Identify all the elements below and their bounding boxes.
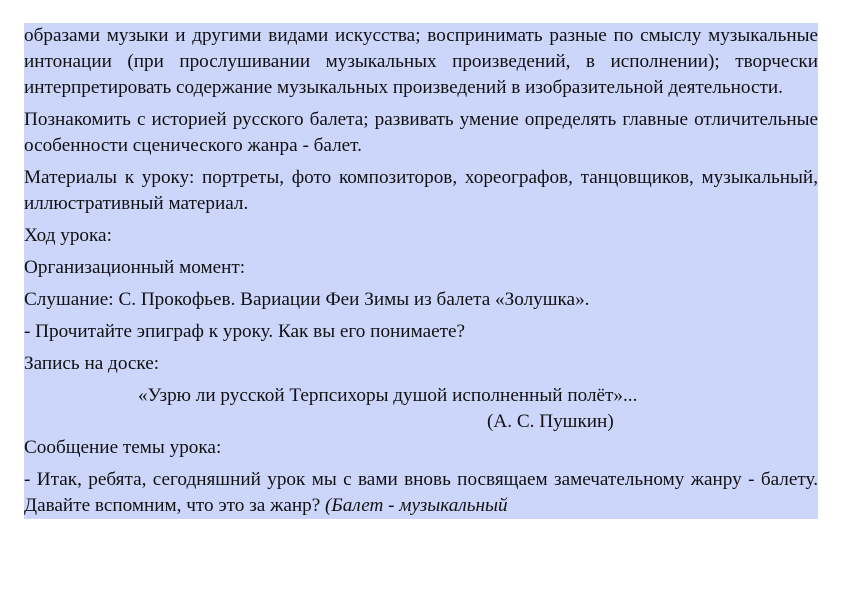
- heading-lesson-progress: Ход урока:: [24, 225, 112, 246]
- paragraph-objectives: Познакомить с историей русского балета; развивать умение определять главные отличительные особенности сценического жанра - балет.: [24, 109, 818, 156]
- heading-board-note: Запись на доске:: [24, 353, 160, 374]
- epigraph-quote: «Узрю ли русской Терпсихоры душой исполненный полёт»...: [138, 385, 638, 406]
- paragraph-materials: Материалы к уроку: портреты, фото композиторов, хореографов, танцовщиков, музыкальный, иллюстративный материал.: [24, 167, 818, 214]
- heading-organizational-moment: Организационный момент:: [24, 257, 246, 278]
- paragraph-goals-continued: образами музыки и другими видами искусства; воспринимать разные по смыслу музыкальные интонации (при прослушивании музыкальных произведений, в исполнении); творчески интерпретировать содержание музыкальных произведений в изобразительной деятельности.: [24, 25, 818, 98]
- paragraph-epigraph-question: - Прочитайте эпиграф к уроку. Как вы его понимаете?: [24, 321, 466, 342]
- paragraph-introduction: [24, 467, 818, 519]
- heading-lesson-topic: Сообщение темы урока:: [24, 437, 222, 458]
- introduction-text: - Итак, ребята, сегодняшний урок мы с вами вновь посвящаем замечательному жанру - балету. Давайте вспомним, что это за жанр?: [24, 469, 818, 516]
- document-page: [24, 23, 818, 519]
- epigraph-attribution: (А. С. Пушкин): [487, 411, 614, 432]
- paragraph-listening: Слушание: С. Прокофьев. Вариации Феи Зимы из балета «Золушка».: [24, 289, 590, 310]
- introduction-italic-answer: (Балет - музыкальный: [325, 495, 508, 516]
